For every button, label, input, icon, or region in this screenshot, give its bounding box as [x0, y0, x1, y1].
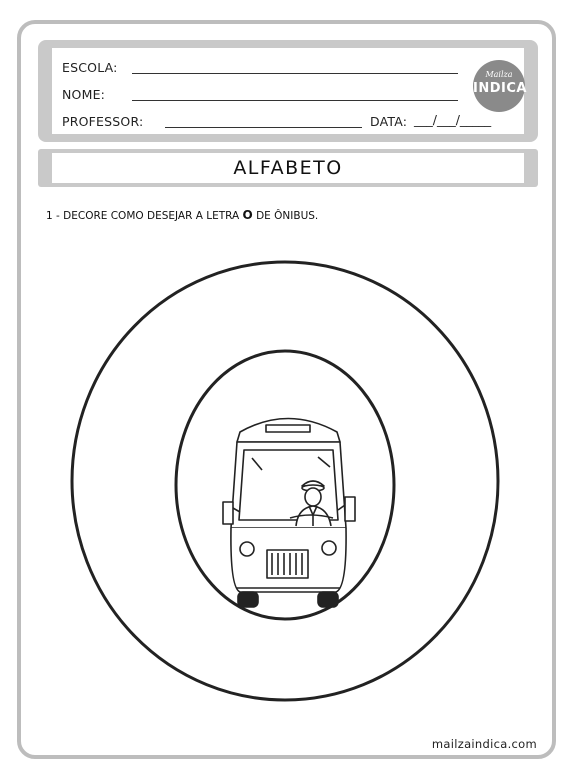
instruction-suffix: DE ÔNIBUS. [252, 210, 319, 222]
name-label: NOME: [62, 87, 106, 102]
page-title: ALFABETO [52, 153, 524, 183]
date-label: DATA: [370, 114, 408, 129]
date-field[interactable]: ___/___/_____ [414, 112, 492, 127]
teacher-label: PROFESSOR: [62, 114, 144, 129]
website-footer: mailzaindica.com [431, 737, 537, 751]
instruction-prefix: 1 - DECORE COMO DESEJAR A LETRA [46, 210, 243, 222]
bus-icon [223, 419, 355, 608]
instruction-letter: O [242, 208, 253, 222]
school-label: ESCOLA: [62, 60, 118, 75]
logo-top-text: Mailza [485, 70, 513, 79]
logo-bottom-text: INDICA [473, 81, 527, 96]
